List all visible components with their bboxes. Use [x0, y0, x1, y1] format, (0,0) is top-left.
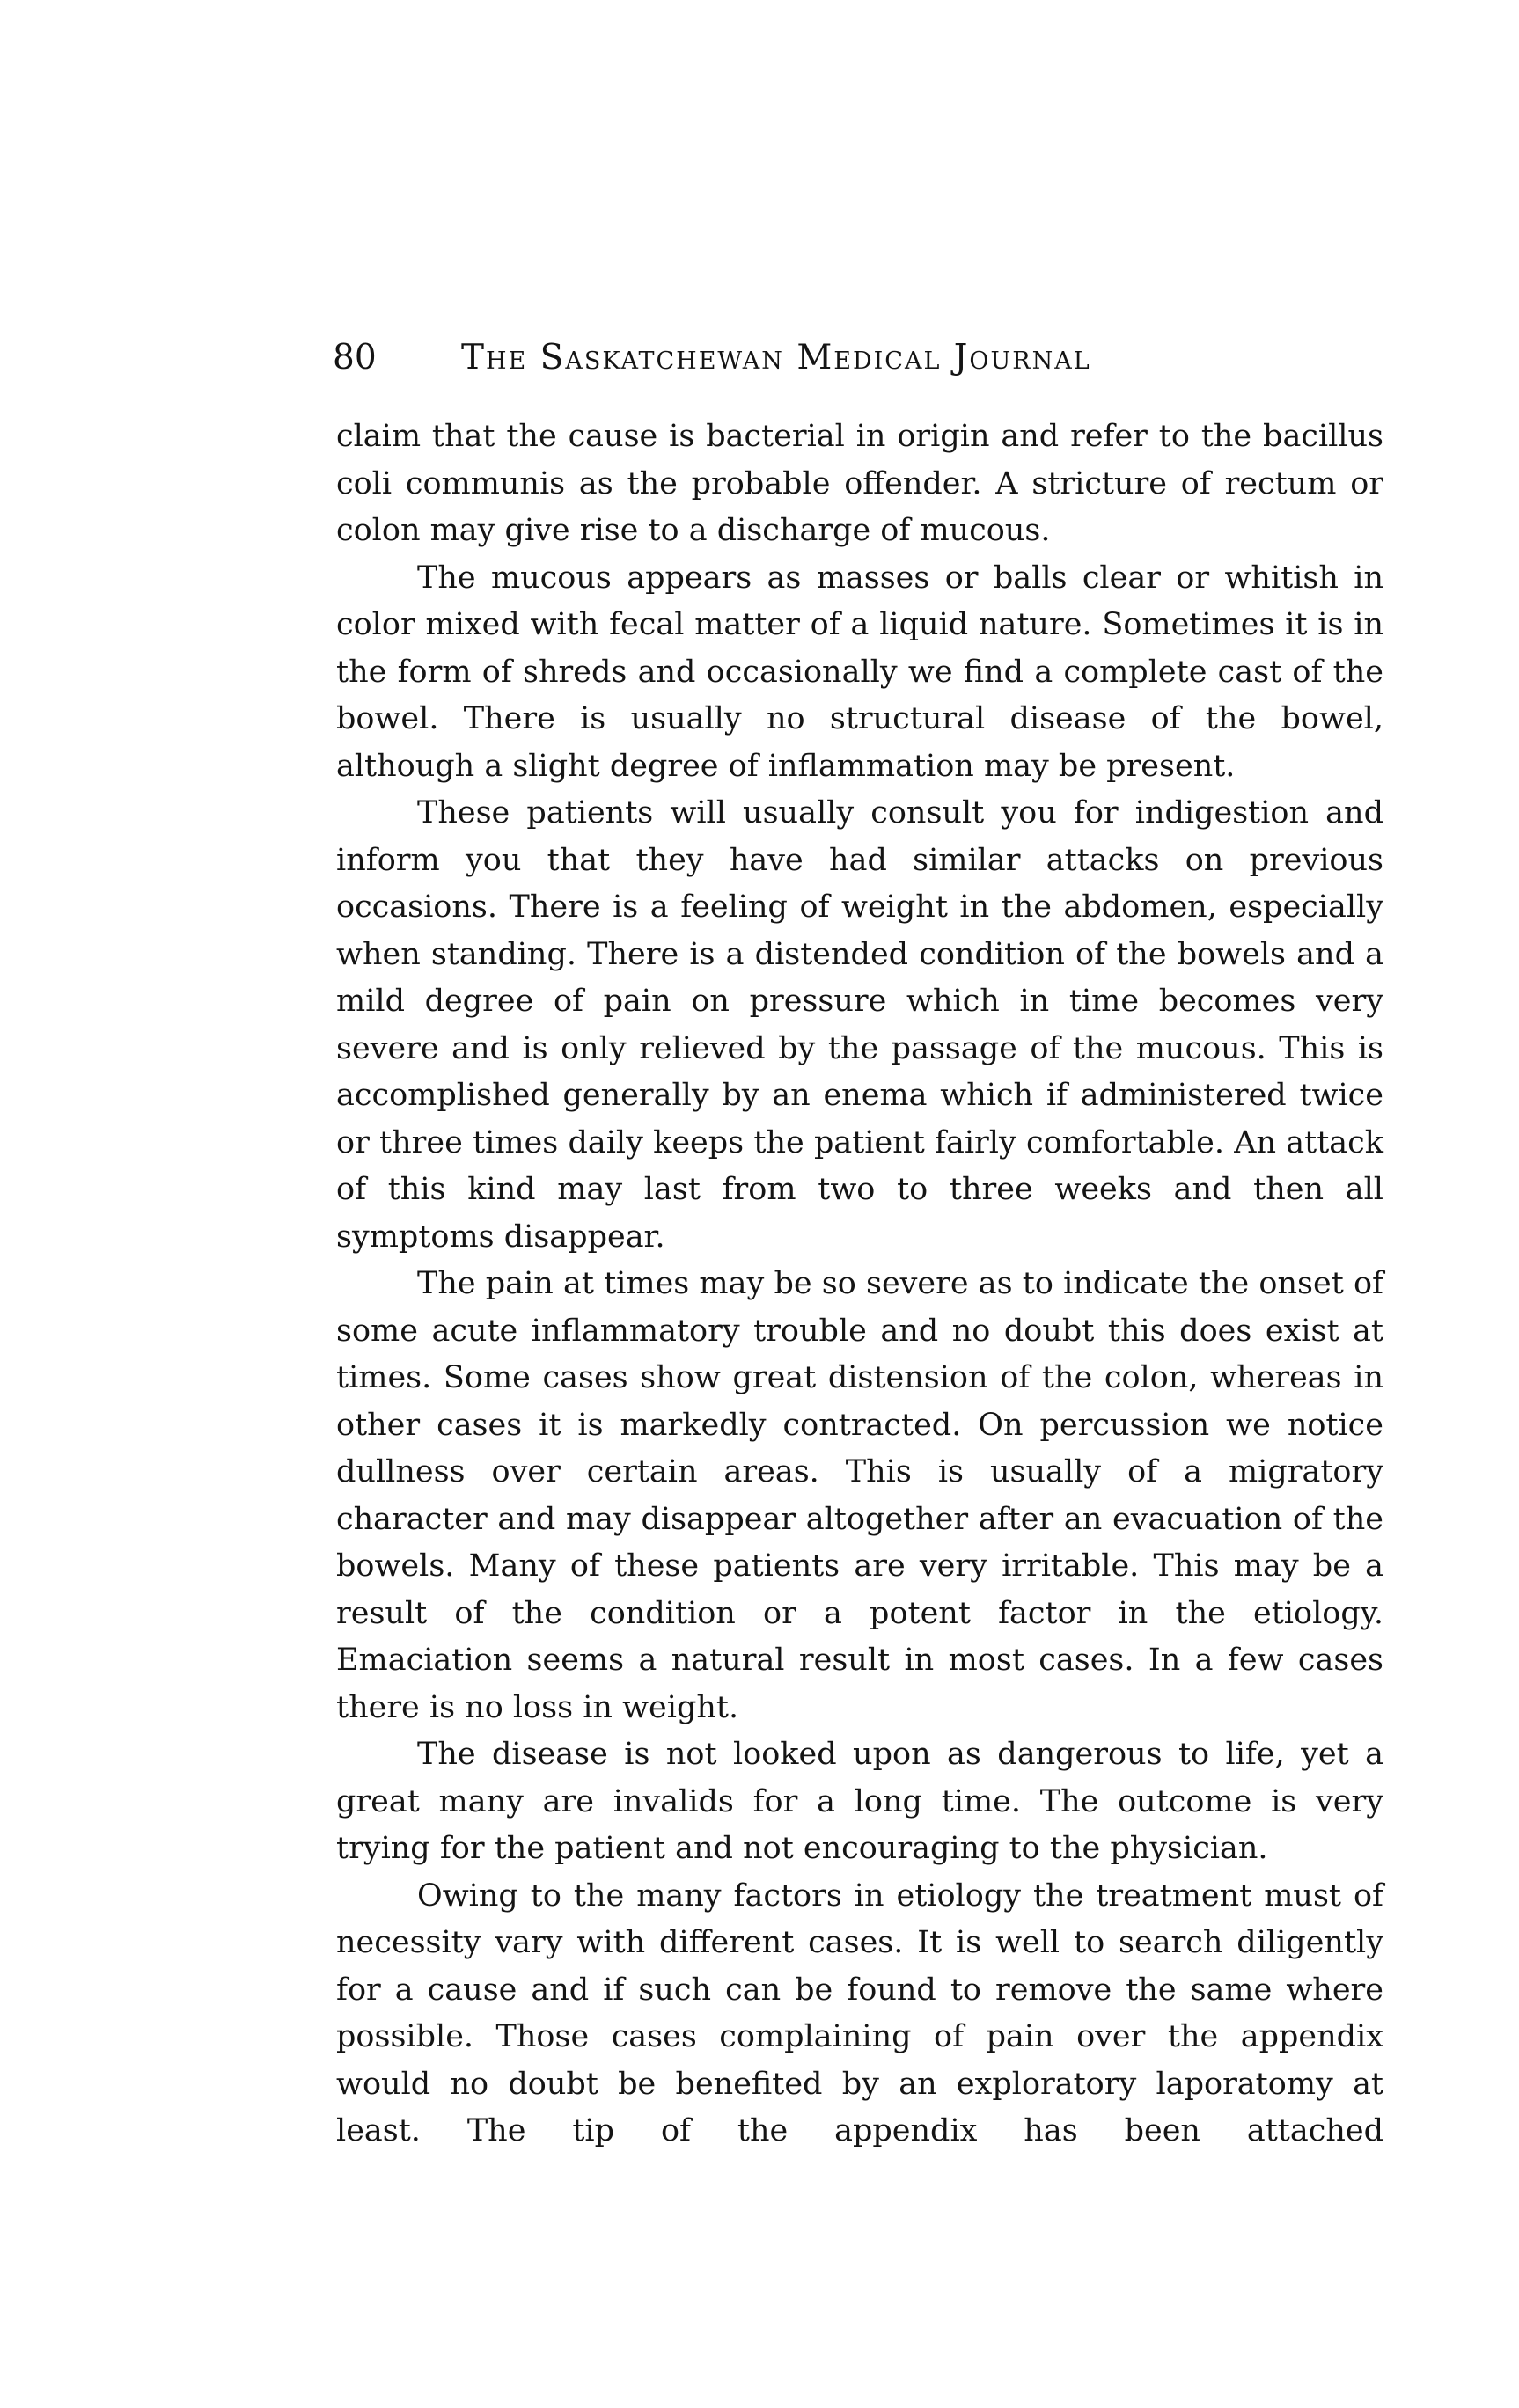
paragraph-continued: claim that the cause is bacterial in origin and refer to the bacillus coli communis as the probable offender. A stricture of rectum or colon may give rise to a discharge of mucous. [336, 419, 1383, 548]
running-head [333, 336, 1389, 380]
journal-title: The Saskatchewan Medical Journal [461, 338, 1091, 377]
body-text [336, 414, 1383, 2155]
paragraph: These patients will usually consult you for indigestion and inform you that they have had similar attacks on previous occasions. There is a feeling of weight in the abdomen, especially when standing. There is a distended condition of the bowels and a mild degree of pain on pressure which in time becomes very severe and is only relieved by the passage of the mucous. This is accomplished generally by an enema which if administered twice or three times daily keeps the patient fairly comfortable. An attack of this kind may last from two to three weeks and then all symptoms disappear. [336, 795, 1383, 1255]
page-number: 80 [333, 338, 377, 377]
paragraph: The disease is not looked upon as dangerous to life, yet a great many are invalids for a long time. The outcome is very trying for the patient and not encouraging to the physician. [336, 1737, 1383, 1866]
paragraph: Owing to the many factors in etiology the treatment must of necessity vary with different cases. It is well to search diligently for a cause and if such can be found to remove the same where possible. Those cases complaining of pain over the appendix would no doubt be benefited by an exploratory laporatomy at least. The tip of the appendix has been attached [336, 1877, 1383, 2148]
paragraph: The mucous appears as masses or balls clear or whitish in color mixed with fecal matter of a liquid nature. Sometimes it is in the form of shreds and occasionally we find a complete cast of the bowel. There is usually no structural disease of the bowel, although a slight degree of inflammation may be present. [336, 560, 1383, 784]
paragraph: The pain at times may be so severe as to indicate the onset of some acute inflammatory trouble and no doubt this does exist at times. Some cases show great distension of the colon, whereas in other cases it is markedly contracted. On percussion we notice dullness over certain areas. This is usually of a migratory character and may disappear altogether after an evacuation of the bowels. Many of these patients are very irritable. This may be a result of the condition or a potent factor in the etiology. Emaciation seems a natural result in most cases. In a few cases there is no loss in weight. [336, 1266, 1383, 1725]
